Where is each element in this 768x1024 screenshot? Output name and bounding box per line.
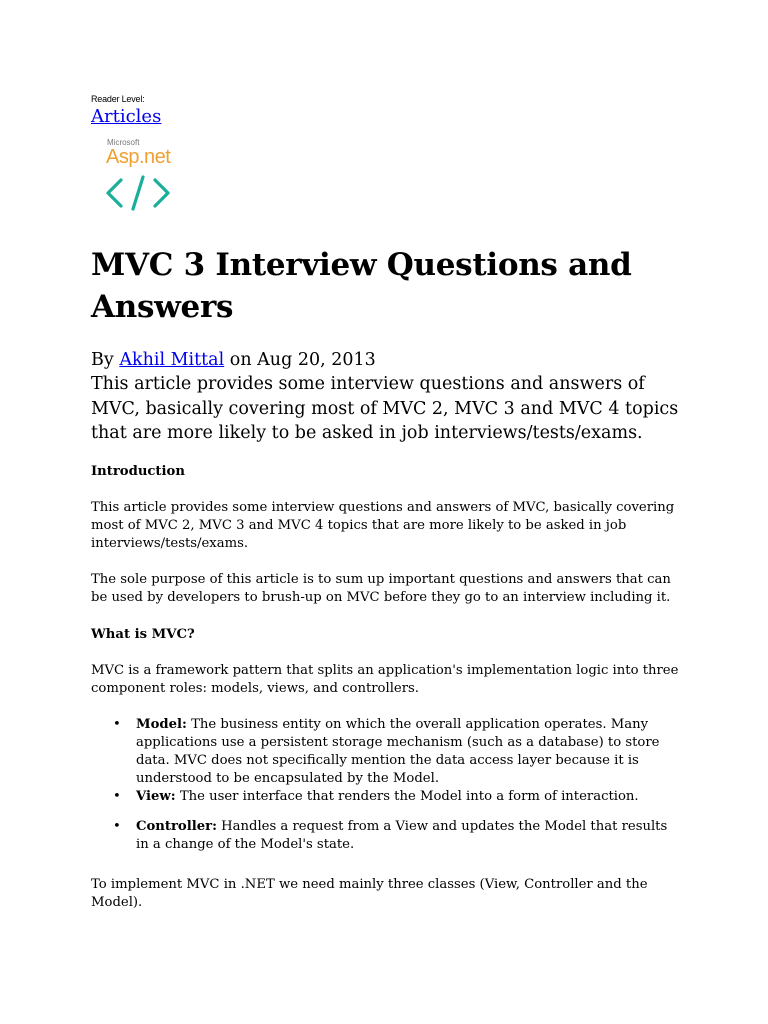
introduction-heading: Introduction — [91, 464, 185, 479]
code-brackets-icon — [105, 174, 173, 214]
role-description: Handles a request from a View and updates the Model that results in a change of the Model's state. — [136, 819, 668, 852]
author-link[interactable]: Akhil Mittal — [119, 350, 225, 370]
bullet-icon: • — [113, 819, 121, 834]
logo-aspnet-text: Asp.net — [106, 146, 171, 168]
intro-paragraph-1: This article provides some interview questions and answers of MVC, basically covering most of MVC 2, MVC 3 and MVC 4 topics that are more likely to be asked in job interviews/tests/exams. — [91, 500, 675, 551]
intro-paragraph-2: The sole purpose of this article is to sum up important questions and answers that can be used by developers to brush-up on MVC before they go to an interview including it. — [91, 572, 671, 605]
role-description: The business entity on which the overall application operates. Many applications use a persistent storage mechanism (such as a database) to store data. MVC does not specifically mention the data access layer because it is understood to be encapsulated by the Model. — [136, 717, 660, 786]
role-term: Model: — [136, 717, 187, 732]
list-item-controller — [91, 818, 681, 854]
list-item-model — [91, 716, 681, 788]
article-title: MVC 3 Interview Questions and Answers — [91, 247, 632, 325]
bullet-icon: • — [113, 717, 121, 732]
role-term: View: — [136, 789, 176, 804]
article-summary: This article provides some interview questions and answers of MVC, basically covering most of MVC 2, MVC 3 and MVC 4 topics that are more likely to be asked in job interviews/tests/exams. — [91, 374, 679, 443]
list-item-view — [91, 788, 681, 806]
mvc-paragraph: MVC is a framework pattern that splits an application's implementation logic into three component roles: models, views, and controllers. — [91, 663, 679, 696]
role-term: Controller: — [136, 819, 217, 834]
mvc-roles-list — [91, 716, 681, 854]
bullet-icon: • — [113, 789, 121, 804]
what-is-mvc-heading: What is MVC? — [91, 627, 195, 642]
closing-paragraph: To implement MVC in .NET we need mainly three classes (View, Controller and the Model). — [91, 877, 648, 910]
role-description: The user interface that renders the Model into a form of interaction. — [175, 789, 639, 804]
byline — [91, 348, 376, 372]
byline-date: on Aug 20, 2013 — [229, 350, 376, 370]
aspnet-logo — [105, 138, 185, 218]
logo-microsoft-text: Microsoft — [107, 138, 140, 147]
byline-prefix: By — [91, 350, 114, 370]
articles-link[interactable]: Articles — [91, 106, 162, 127]
reader-level-label: Reader Level: — [91, 94, 145, 104]
